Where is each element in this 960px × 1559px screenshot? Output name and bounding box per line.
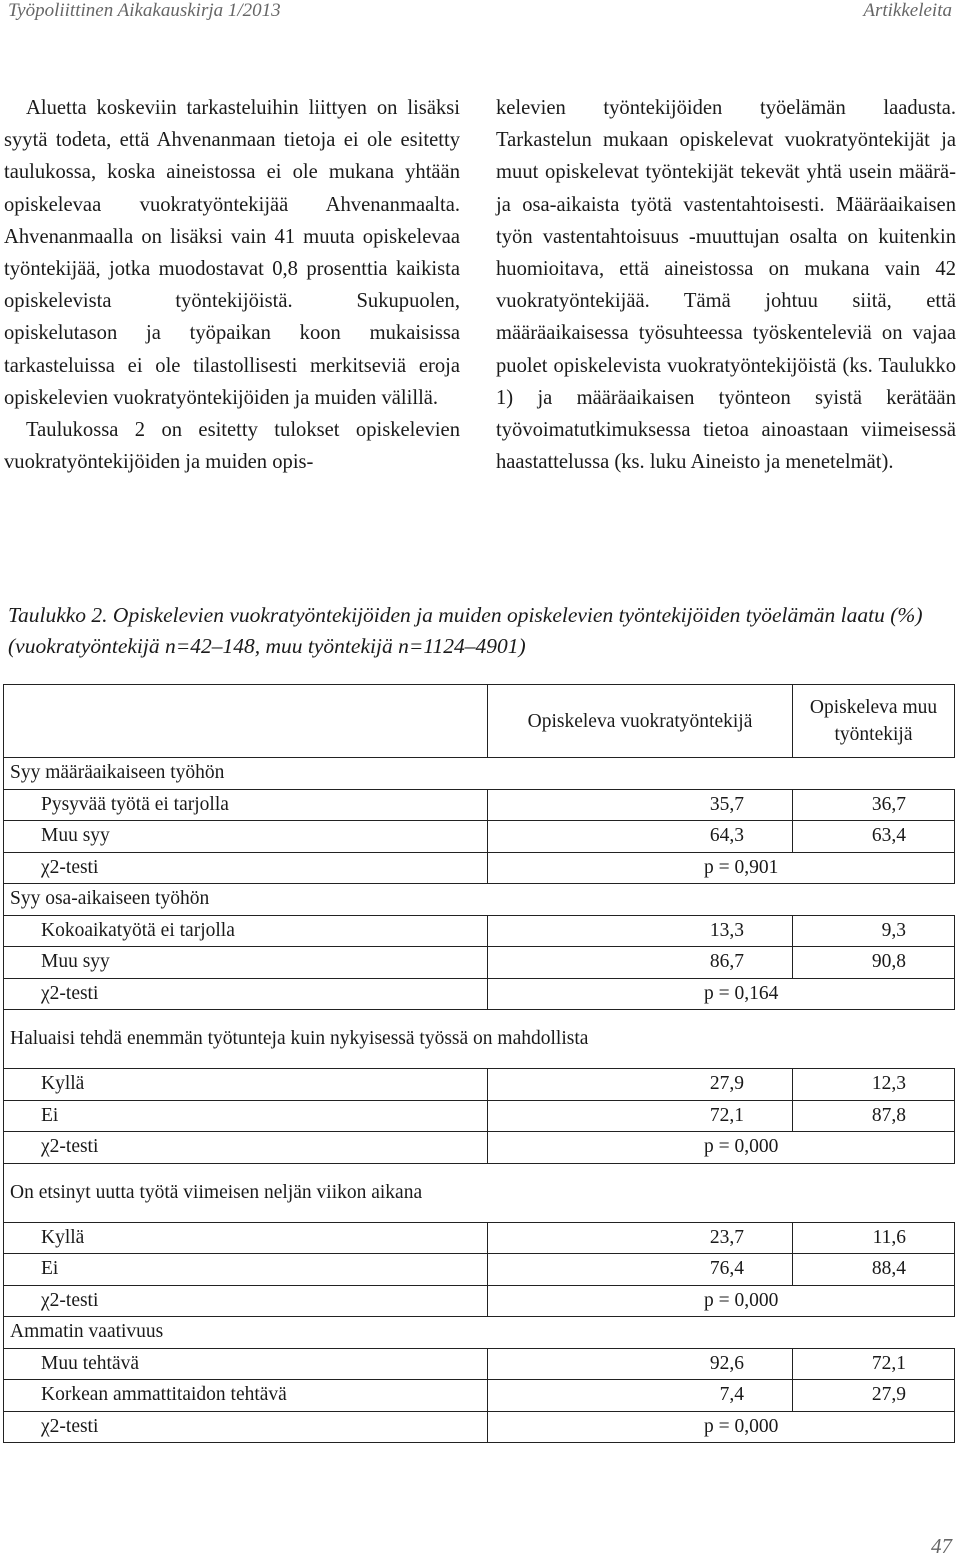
table-row	[4, 915, 955, 947]
value-muu-tyontekija: 63,4	[793, 821, 955, 853]
p-value-cell	[488, 1411, 955, 1443]
p-value: p = 0,000	[704, 1415, 779, 1437]
p-value: p = 0,164	[704, 982, 779, 1004]
table-header-cell: Opiskeleva vuokratyöntekijä	[488, 685, 793, 758]
value-muu-tyontekija: 27,9	[793, 1380, 955, 1412]
p-value: p = 0,000	[704, 1136, 779, 1158]
p-value-cell	[488, 978, 955, 1010]
body-column-left	[4, 92, 460, 478]
test-label: χ2-testi	[4, 1285, 488, 1317]
row-label: Muu syy	[4, 947, 488, 979]
row-label: Pysyvää työtä ei tarjolla	[4, 789, 488, 821]
test-label: χ2-testi	[4, 1411, 488, 1443]
group-label: Ammatin vaativuus	[4, 1317, 955, 1349]
value-vuokratyontekija: 35,7	[488, 789, 793, 821]
value-vuokratyontekija: 27,9	[488, 1069, 793, 1101]
test-label: χ2-testi	[4, 852, 488, 884]
value-vuokratyontekija: 7,4	[488, 1380, 793, 1412]
table-row	[4, 789, 955, 821]
table-row	[4, 1411, 955, 1443]
table-row	[4, 1285, 955, 1317]
section-title: Artikkeleita	[863, 0, 952, 21]
group-label: Syy määräaikaiseen työhön	[4, 758, 955, 790]
journal-title: Työpoliittinen Aikakauskirja 1/2013	[8, 0, 281, 21]
value-vuokratyontekija: 72,1	[488, 1100, 793, 1132]
table-row	[4, 1069, 955, 1101]
table-row	[4, 821, 955, 853]
table-row	[4, 884, 955, 916]
value-muu-tyontekija: 12,3	[793, 1069, 955, 1101]
table-row	[4, 1010, 955, 1069]
row-label: Muu tehtävä	[4, 1348, 488, 1380]
p-value-cell	[488, 852, 955, 884]
group-label: Syy osa-aikaiseen työhön	[4, 884, 955, 916]
value-muu-tyontekija: 88,4	[793, 1254, 955, 1286]
table-row	[4, 852, 955, 884]
value-vuokratyontekija: 64,3	[488, 821, 793, 853]
table-row	[4, 1163, 955, 1222]
row-label: Kyllä	[4, 1222, 488, 1254]
test-label: χ2-testi	[4, 1132, 488, 1164]
test-label: χ2-testi	[4, 978, 488, 1010]
table-row	[4, 1100, 955, 1132]
p-value: p = 0,901	[704, 856, 779, 878]
value-muu-tyontekija: 11,6	[793, 1222, 955, 1254]
group-label: Haluaisi tehdä enemmän työtunteja kuin nykyisessä työssä on mahdollista	[4, 1010, 955, 1069]
table-row	[4, 1380, 955, 1412]
value-muu-tyontekija: 90,8	[793, 947, 955, 979]
table-row	[4, 1222, 955, 1254]
value-vuokratyontekija: 13,3	[488, 915, 793, 947]
row-label: Korkean ammattitaidon tehtävä	[4, 1380, 488, 1412]
table-caption: Taulukko 2. Opiskelevien vuokratyöntekijöiden ja muiden opiskelevien työntekijöiden työelämän laatu (%) (vuokratyöntekijä n=42–148, muu työntekijä n=1124–4901)	[8, 603, 923, 658]
value-muu-tyontekija: 72,1	[793, 1348, 955, 1380]
table-header-cell	[4, 685, 488, 758]
paragraph: Taulukossa 2 on esitetty tulokset opiskelevien vuokratyöntekijöiden ja muiden opis-	[4, 419, 460, 474]
table-row	[4, 758, 955, 790]
group-label: On etsinyt uutta työtä viimeisen neljän viikon aikana	[4, 1163, 955, 1222]
row-label: Muu syy	[4, 821, 488, 853]
value-muu-tyontekija: 9,3	[793, 915, 955, 947]
value-vuokratyontekija: 23,7	[488, 1222, 793, 1254]
table-row	[4, 947, 955, 979]
table-row	[4, 1348, 955, 1380]
table-row	[4, 978, 955, 1010]
p-value: p = 0,000	[704, 1289, 779, 1311]
row-label: Kokoaikatyötä ei tarjolla	[4, 915, 488, 947]
p-value-cell	[488, 1132, 955, 1164]
table-header-row	[4, 685, 955, 758]
row-label: Ei	[4, 1254, 488, 1286]
body-column-right	[496, 92, 956, 478]
row-label: Ei	[4, 1100, 488, 1132]
paragraph: kelevien työntekijöiden työelämän laadusta. Tarkastelun mukaan opiskelevat vuokratyöntekijät ja muut opiskelevat työntekijät tekevät yhtä usein määrä- ja osa-aikaista työtä vastentahtoisesti. Määräaikaisen työn vastentahtoisuus -muuttujan osalta on kuitenkin huomioitava, että aineistossa on mukana vain 42 vuokratyöntekijää. Tämä johtuu siitä, että määräaikaisessa työsuhteessa työskenteleviä on vajaa puolet opiskelevista vuokratyöntekijöistä (ks. Taulukko 1) ja määräaikaisen työnteon syistä kerätään työvoimatutkimuksessa tietoa ainoastaan viimeisessä haastattelussa (ks. luku Aineisto ja menetelmät).	[496, 97, 956, 474]
row-label: Kyllä	[4, 1069, 488, 1101]
value-muu-tyontekija: 87,8	[793, 1100, 955, 1132]
page-number: 47	[931, 1534, 952, 1558]
table-row	[4, 1132, 955, 1164]
value-vuokratyontekija: 92,6	[488, 1348, 793, 1380]
table-row	[4, 1317, 955, 1349]
results-table	[3, 684, 955, 1443]
table-header-cell: Opiskeleva muu työntekijä	[793, 685, 955, 758]
value-vuokratyontekija: 76,4	[488, 1254, 793, 1286]
value-muu-tyontekija: 36,7	[793, 789, 955, 821]
value-vuokratyontekija: 86,7	[488, 947, 793, 979]
table-row	[4, 1254, 955, 1286]
paragraph: Aluetta koskeviin tarkasteluihin liittyen on lisäksi syytä todeta, että Ahvenanmaan tietoja ei ole esitetty taulukossa, koska aineistossa ei ole mukana yhtään opiskelevaa vuokratyöntekijää Ahvenanmaalta. Ahvenanmaalla on lisäksi vain 41 muuta opiskelevaa työntekijää, jotka muodostavat 0,8 prosenttia kaikista opiskelevista työntekijöistä. Sukupuolen, opiskelutason ja työpaikan koon mukaisissa tarkasteluissa ei ole tilastollisesti merkitseviä eroja opiskelevien vuokratyöntekijöiden ja muiden välillä.	[4, 97, 460, 409]
p-value-cell	[488, 1285, 955, 1317]
